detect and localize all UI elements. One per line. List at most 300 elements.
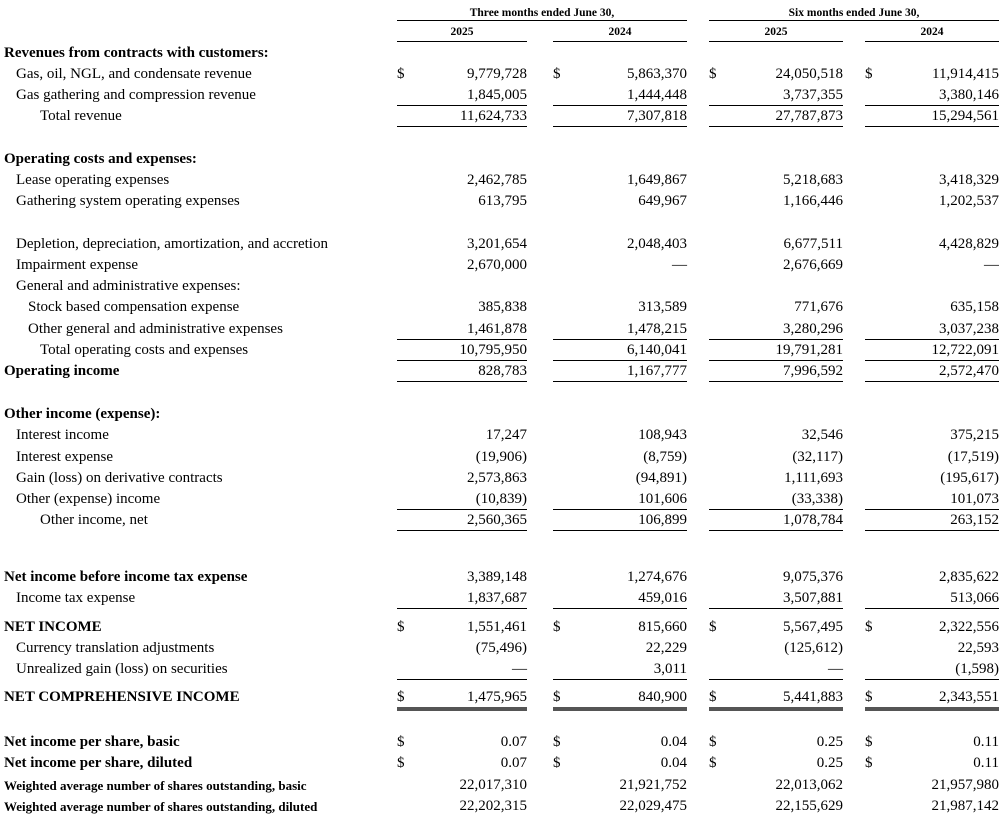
row-label: Other income, net bbox=[40, 510, 148, 531]
cell-value: 1,167,777 bbox=[627, 361, 687, 382]
underline-rule bbox=[553, 679, 687, 680]
underline-rule bbox=[709, 530, 843, 531]
value-cell bbox=[553, 447, 687, 468]
value-cell bbox=[865, 753, 999, 774]
cell-value: (125,612) bbox=[784, 638, 843, 659]
table-row bbox=[0, 64, 999, 85]
value-cell bbox=[553, 617, 687, 638]
table-row bbox=[0, 191, 999, 212]
cell-value: 9,779,728 bbox=[467, 64, 527, 85]
table-row bbox=[0, 617, 999, 638]
value-cell bbox=[709, 567, 843, 588]
table-row bbox=[0, 489, 999, 510]
cell-value: 1,478,215 bbox=[627, 319, 687, 340]
underline-rule bbox=[865, 126, 999, 127]
year-col-1-rule bbox=[397, 41, 527, 42]
currency-symbol: $ bbox=[709, 753, 717, 774]
underline-rule bbox=[865, 679, 999, 680]
cell-value: 15,294,561 bbox=[932, 106, 999, 127]
currency-symbol: $ bbox=[553, 64, 561, 85]
cell-value: 2,322,556 bbox=[939, 617, 999, 638]
cell-value: 3,380,146 bbox=[939, 85, 999, 106]
table-row bbox=[0, 361, 999, 382]
table-row bbox=[0, 567, 999, 588]
row-label: Lease operating expenses bbox=[16, 170, 169, 191]
cell-value: 3,507,881 bbox=[783, 588, 843, 609]
cell-value: 22,593 bbox=[958, 638, 999, 659]
value-cell bbox=[397, 361, 527, 382]
row-label: Impairment expense bbox=[16, 255, 138, 276]
cell-value: (32,117) bbox=[792, 447, 843, 468]
cell-value: 9,075,376 bbox=[783, 567, 843, 588]
cell-value: 11,624,733 bbox=[460, 106, 527, 127]
cell-value: 313,589 bbox=[638, 297, 687, 318]
underline-rule bbox=[865, 381, 999, 382]
cell-value: 0.11 bbox=[973, 732, 999, 753]
value-cell bbox=[865, 588, 999, 609]
cell-value: 12,722,091 bbox=[932, 340, 999, 361]
cell-value: 1,461,878 bbox=[467, 319, 527, 340]
cell-value: 6,677,511 bbox=[784, 234, 843, 255]
currency-symbol: $ bbox=[865, 687, 873, 708]
value-cell bbox=[865, 775, 999, 796]
underline-rule bbox=[397, 381, 527, 382]
value-cell bbox=[397, 489, 527, 510]
currency-symbol: $ bbox=[553, 732, 561, 753]
table-row bbox=[0, 170, 999, 191]
cell-value: 5,218,683 bbox=[783, 170, 843, 191]
underline-rule bbox=[397, 530, 527, 531]
currency-symbol: $ bbox=[397, 687, 405, 708]
cell-value: 2,835,622 bbox=[939, 567, 999, 588]
row-label: Gathering system operating expenses bbox=[16, 191, 240, 212]
value-cell bbox=[553, 425, 687, 446]
currency-symbol: $ bbox=[865, 617, 873, 638]
value-cell bbox=[709, 638, 843, 659]
value-cell bbox=[709, 234, 843, 255]
row-label: Total revenue bbox=[40, 106, 122, 127]
value-cell bbox=[865, 468, 999, 489]
value-cell bbox=[865, 85, 999, 106]
value-cell bbox=[709, 447, 843, 468]
currency-symbol: $ bbox=[397, 64, 405, 85]
cell-value: 32,546 bbox=[802, 425, 843, 446]
table-row bbox=[0, 796, 999, 817]
value-cell bbox=[397, 687, 527, 708]
header-six-months-rule bbox=[709, 20, 999, 21]
table-row bbox=[0, 775, 999, 796]
value-cell bbox=[865, 361, 999, 382]
value-cell bbox=[397, 753, 527, 774]
value-cell bbox=[553, 64, 687, 85]
value-cell bbox=[553, 234, 687, 255]
value-cell bbox=[709, 297, 843, 318]
row-label: Depletion, depreciation, amortization, and accretion bbox=[16, 234, 328, 255]
currency-symbol: $ bbox=[397, 732, 405, 753]
currency-symbol: $ bbox=[709, 687, 717, 708]
value-cell bbox=[709, 796, 843, 817]
cell-value: 3,037,238 bbox=[939, 319, 999, 340]
value-cell bbox=[865, 297, 999, 318]
row-label: NET COMPREHENSIVE INCOME bbox=[4, 687, 240, 708]
cell-value: 5,441,883 bbox=[783, 687, 843, 708]
value-cell bbox=[865, 638, 999, 659]
value-cell bbox=[865, 659, 999, 680]
cell-value: 1,444,448 bbox=[627, 85, 687, 106]
table-row bbox=[0, 468, 999, 489]
value-cell bbox=[553, 510, 687, 531]
value-cell bbox=[397, 64, 527, 85]
double-underline-rule bbox=[553, 707, 687, 711]
value-cell bbox=[553, 753, 687, 774]
value-cell bbox=[397, 510, 527, 531]
value-cell bbox=[553, 775, 687, 796]
cell-value: 1,078,784 bbox=[783, 510, 843, 531]
row-label: Revenues from contracts with customers: bbox=[4, 43, 269, 64]
cell-value: 375,215 bbox=[950, 425, 999, 446]
value-cell bbox=[553, 796, 687, 817]
cell-value: 2,572,470 bbox=[939, 361, 999, 382]
table-row bbox=[0, 447, 999, 468]
table-row bbox=[0, 106, 999, 127]
value-cell bbox=[397, 732, 527, 753]
cell-value: 19,791,281 bbox=[776, 340, 844, 361]
value-cell bbox=[397, 638, 527, 659]
value-cell bbox=[709, 319, 843, 340]
value-cell bbox=[709, 753, 843, 774]
underline-rule bbox=[865, 530, 999, 531]
cell-value: 2,343,551 bbox=[939, 687, 999, 708]
row-label: Net income per share, basic bbox=[4, 732, 180, 753]
cell-value: 3,389,148 bbox=[467, 567, 527, 588]
cell-value: 0.25 bbox=[817, 732, 843, 753]
value-cell bbox=[397, 447, 527, 468]
value-cell bbox=[865, 319, 999, 340]
value-cell bbox=[709, 617, 843, 638]
table-row bbox=[0, 340, 999, 361]
value-cell bbox=[865, 255, 999, 276]
value-cell bbox=[553, 85, 687, 106]
table-row bbox=[0, 753, 999, 774]
row-label: Unrealized gain (loss) on securities bbox=[16, 659, 228, 680]
table-row bbox=[0, 425, 999, 446]
underline-rule bbox=[553, 381, 687, 382]
table-row bbox=[0, 85, 999, 106]
cell-value: (33,338) bbox=[792, 489, 843, 510]
cell-value: 22,229 bbox=[646, 638, 687, 659]
value-cell bbox=[553, 106, 687, 127]
cell-value: 22,017,310 bbox=[460, 775, 528, 796]
cell-value: 101,073 bbox=[950, 489, 999, 510]
value-cell bbox=[397, 191, 527, 212]
table-row bbox=[0, 687, 999, 708]
currency-symbol: $ bbox=[553, 617, 561, 638]
value-cell bbox=[865, 489, 999, 510]
value-cell bbox=[865, 170, 999, 191]
row-label: Interest income bbox=[16, 425, 109, 446]
table-row bbox=[0, 510, 999, 531]
cell-value: 1,649,867 bbox=[627, 170, 687, 191]
row-label: Other (expense) income bbox=[16, 489, 160, 510]
value-cell bbox=[865, 64, 999, 85]
cell-value: 2,048,403 bbox=[627, 234, 687, 255]
cell-value: — bbox=[828, 659, 843, 680]
table-row bbox=[0, 43, 999, 64]
cell-value: 613,795 bbox=[478, 191, 527, 212]
cell-value: 4,428,829 bbox=[939, 234, 999, 255]
row-label: Net income per share, diluted bbox=[4, 753, 192, 774]
value-cell bbox=[397, 617, 527, 638]
cell-value: 7,996,592 bbox=[783, 361, 843, 382]
cell-value: 1,845,005 bbox=[467, 85, 527, 106]
cell-value: 2,573,863 bbox=[467, 468, 527, 489]
value-cell bbox=[709, 85, 843, 106]
underline-rule bbox=[397, 126, 527, 127]
row-label: General and administrative expenses: bbox=[16, 276, 241, 297]
year-col-4: 2024 bbox=[865, 26, 999, 38]
cell-value: 3,201,654 bbox=[467, 234, 527, 255]
cell-value: (19,906) bbox=[476, 447, 527, 468]
underline-rule bbox=[397, 679, 527, 680]
table-row bbox=[0, 276, 999, 297]
cell-value: 3,011 bbox=[654, 659, 687, 680]
table-row bbox=[0, 638, 999, 659]
row-label: Other general and administrative expenses bbox=[28, 319, 283, 340]
cell-value: 263,152 bbox=[950, 510, 999, 531]
cell-value: 1,202,537 bbox=[939, 191, 999, 212]
cell-value: 0.04 bbox=[661, 732, 687, 753]
underline-rule bbox=[553, 530, 687, 531]
currency-symbol: $ bbox=[865, 732, 873, 753]
cell-value: 2,670,000 bbox=[467, 255, 527, 276]
value-cell bbox=[397, 340, 527, 361]
cell-value: 7,307,818 bbox=[627, 106, 687, 127]
cell-value: 0.25 bbox=[817, 753, 843, 774]
underline-rule bbox=[865, 608, 999, 609]
row-label: Gas, oil, NGL, and condensate revenue bbox=[16, 64, 252, 85]
cell-value: (94,891) bbox=[636, 468, 687, 489]
row-label: Income tax expense bbox=[16, 588, 135, 609]
currency-symbol: $ bbox=[865, 64, 873, 85]
value-cell bbox=[553, 489, 687, 510]
value-cell bbox=[553, 468, 687, 489]
underline-rule bbox=[709, 679, 843, 680]
value-cell bbox=[397, 297, 527, 318]
cell-value: 22,202,315 bbox=[460, 796, 528, 817]
underline-rule bbox=[709, 608, 843, 609]
value-cell bbox=[397, 170, 527, 191]
cell-value: 2,560,365 bbox=[467, 510, 527, 531]
value-cell bbox=[709, 687, 843, 708]
cell-value: 1,111,693 bbox=[784, 468, 843, 489]
cell-value: 771,676 bbox=[794, 297, 843, 318]
cell-value: 108,943 bbox=[638, 425, 687, 446]
value-cell bbox=[397, 468, 527, 489]
cell-value: 5,863,370 bbox=[627, 64, 687, 85]
row-label: Net income before income tax expense bbox=[4, 567, 247, 588]
value-cell bbox=[553, 191, 687, 212]
value-cell bbox=[397, 659, 527, 680]
row-label: Other income (expense): bbox=[4, 404, 160, 425]
cell-value: 459,016 bbox=[638, 588, 687, 609]
cell-value: 3,418,329 bbox=[939, 170, 999, 191]
row-label: Operating income bbox=[4, 361, 119, 382]
table-row bbox=[0, 404, 999, 425]
value-cell bbox=[865, 732, 999, 753]
currency-symbol: $ bbox=[397, 753, 405, 774]
value-cell bbox=[397, 775, 527, 796]
cell-value: — bbox=[984, 255, 999, 276]
value-cell bbox=[865, 425, 999, 446]
cell-value: (8,759) bbox=[643, 447, 687, 468]
cell-value: (195,617) bbox=[940, 468, 999, 489]
underline-rule bbox=[709, 126, 843, 127]
value-cell bbox=[865, 234, 999, 255]
cell-value: 21,957,980 bbox=[932, 775, 999, 796]
row-label: Stock based compensation expense bbox=[28, 297, 239, 318]
cell-value: 3,280,296 bbox=[783, 319, 843, 340]
value-cell bbox=[553, 659, 687, 680]
value-cell bbox=[553, 297, 687, 318]
currency-symbol: $ bbox=[553, 687, 561, 708]
cell-value: 22,155,629 bbox=[776, 796, 844, 817]
cell-value: 6,140,041 bbox=[627, 340, 687, 361]
underline-rule bbox=[553, 608, 687, 609]
header-three-months-rule bbox=[397, 20, 687, 21]
value-cell bbox=[553, 361, 687, 382]
value-cell bbox=[709, 425, 843, 446]
table-row bbox=[0, 319, 999, 340]
value-cell bbox=[709, 510, 843, 531]
underline-rule bbox=[709, 381, 843, 382]
table-row bbox=[0, 234, 999, 255]
year-col-2-rule bbox=[553, 41, 687, 42]
value-cell bbox=[865, 687, 999, 708]
cell-value: 21,921,752 bbox=[620, 775, 688, 796]
row-label: NET INCOME bbox=[4, 617, 102, 638]
value-cell bbox=[709, 340, 843, 361]
value-cell bbox=[865, 510, 999, 531]
double-underline-rule bbox=[865, 707, 999, 711]
value-cell bbox=[709, 255, 843, 276]
value-cell bbox=[553, 638, 687, 659]
header-six-months: Six months ended June 30, bbox=[709, 7, 999, 19]
cell-value: 0.11 bbox=[973, 753, 999, 774]
value-cell bbox=[865, 567, 999, 588]
value-cell bbox=[709, 659, 843, 680]
value-cell bbox=[709, 775, 843, 796]
value-cell bbox=[553, 732, 687, 753]
currency-symbol: $ bbox=[553, 753, 561, 774]
year-col-4-rule bbox=[865, 41, 999, 42]
year-col-3-rule bbox=[709, 41, 843, 42]
cell-value: 0.07 bbox=[501, 753, 527, 774]
row-label: Currency translation adjustments bbox=[16, 638, 214, 659]
value-cell bbox=[553, 255, 687, 276]
value-cell bbox=[709, 361, 843, 382]
value-cell bbox=[865, 340, 999, 361]
cell-value: (1,598) bbox=[955, 659, 999, 680]
currency-symbol: $ bbox=[709, 732, 717, 753]
year-col-1: 2025 bbox=[397, 26, 527, 38]
cell-value: 21,987,142 bbox=[932, 796, 999, 817]
currency-symbol: $ bbox=[709, 617, 717, 638]
table-row bbox=[0, 659, 999, 680]
header-three-months: Three months ended June 30, bbox=[397, 7, 687, 19]
value-cell bbox=[865, 191, 999, 212]
cell-value: (75,496) bbox=[476, 638, 527, 659]
value-cell bbox=[865, 447, 999, 468]
cell-value: 101,606 bbox=[638, 489, 687, 510]
cell-value: 385,838 bbox=[478, 297, 527, 318]
row-label: Gas gathering and compression revenue bbox=[16, 85, 256, 106]
cell-value: 1,475,965 bbox=[467, 687, 527, 708]
year-col-3: 2025 bbox=[709, 26, 843, 38]
value-cell bbox=[397, 319, 527, 340]
value-cell bbox=[397, 106, 527, 127]
cell-value: 1,551,461 bbox=[467, 617, 527, 638]
underline-rule bbox=[553, 126, 687, 127]
currency-symbol: $ bbox=[397, 617, 405, 638]
cell-value: 2,462,785 bbox=[467, 170, 527, 191]
value-cell bbox=[553, 687, 687, 708]
table-row bbox=[0, 588, 999, 609]
row-label: Gain (loss) on derivative contracts bbox=[16, 468, 223, 489]
cell-value: 815,660 bbox=[638, 617, 687, 638]
value-cell bbox=[709, 732, 843, 753]
row-label: Interest expense bbox=[16, 447, 113, 468]
table-row bbox=[0, 149, 999, 170]
cell-value: 0.07 bbox=[501, 732, 527, 753]
value-cell bbox=[397, 796, 527, 817]
value-cell bbox=[865, 106, 999, 127]
cell-value: 649,967 bbox=[638, 191, 687, 212]
value-cell bbox=[865, 796, 999, 817]
value-cell bbox=[709, 468, 843, 489]
cell-value: 22,013,062 bbox=[776, 775, 844, 796]
value-cell bbox=[865, 617, 999, 638]
value-cell bbox=[709, 191, 843, 212]
row-label: Weighted average number of shares outstanding, diluted bbox=[4, 796, 317, 817]
double-underline-rule bbox=[397, 707, 527, 711]
currency-symbol: $ bbox=[709, 64, 717, 85]
value-cell bbox=[553, 170, 687, 191]
cell-value: 2,676,669 bbox=[783, 255, 843, 276]
double-underline-rule bbox=[709, 707, 843, 711]
value-cell bbox=[397, 425, 527, 446]
cell-value: 513,066 bbox=[950, 588, 999, 609]
currency-symbol: $ bbox=[865, 753, 873, 774]
cell-value: 1,166,446 bbox=[783, 191, 843, 212]
cell-value: 1,274,676 bbox=[627, 567, 687, 588]
underline-rule bbox=[397, 608, 527, 609]
value-cell bbox=[709, 64, 843, 85]
table-row bbox=[0, 255, 999, 276]
cell-value: — bbox=[512, 659, 527, 680]
cell-value: — bbox=[672, 255, 687, 276]
table-row bbox=[0, 732, 999, 753]
cell-value: 10,795,950 bbox=[460, 340, 528, 361]
cell-value: 106,899 bbox=[638, 510, 687, 531]
cell-value: 22,029,475 bbox=[620, 796, 688, 817]
value-cell bbox=[553, 340, 687, 361]
cell-value: 24,050,518 bbox=[776, 64, 844, 85]
row-label: Operating costs and expenses: bbox=[4, 149, 197, 170]
value-cell bbox=[709, 588, 843, 609]
cell-value: 3,737,355 bbox=[783, 85, 843, 106]
cell-value: 828,783 bbox=[478, 361, 527, 382]
value-cell bbox=[553, 319, 687, 340]
